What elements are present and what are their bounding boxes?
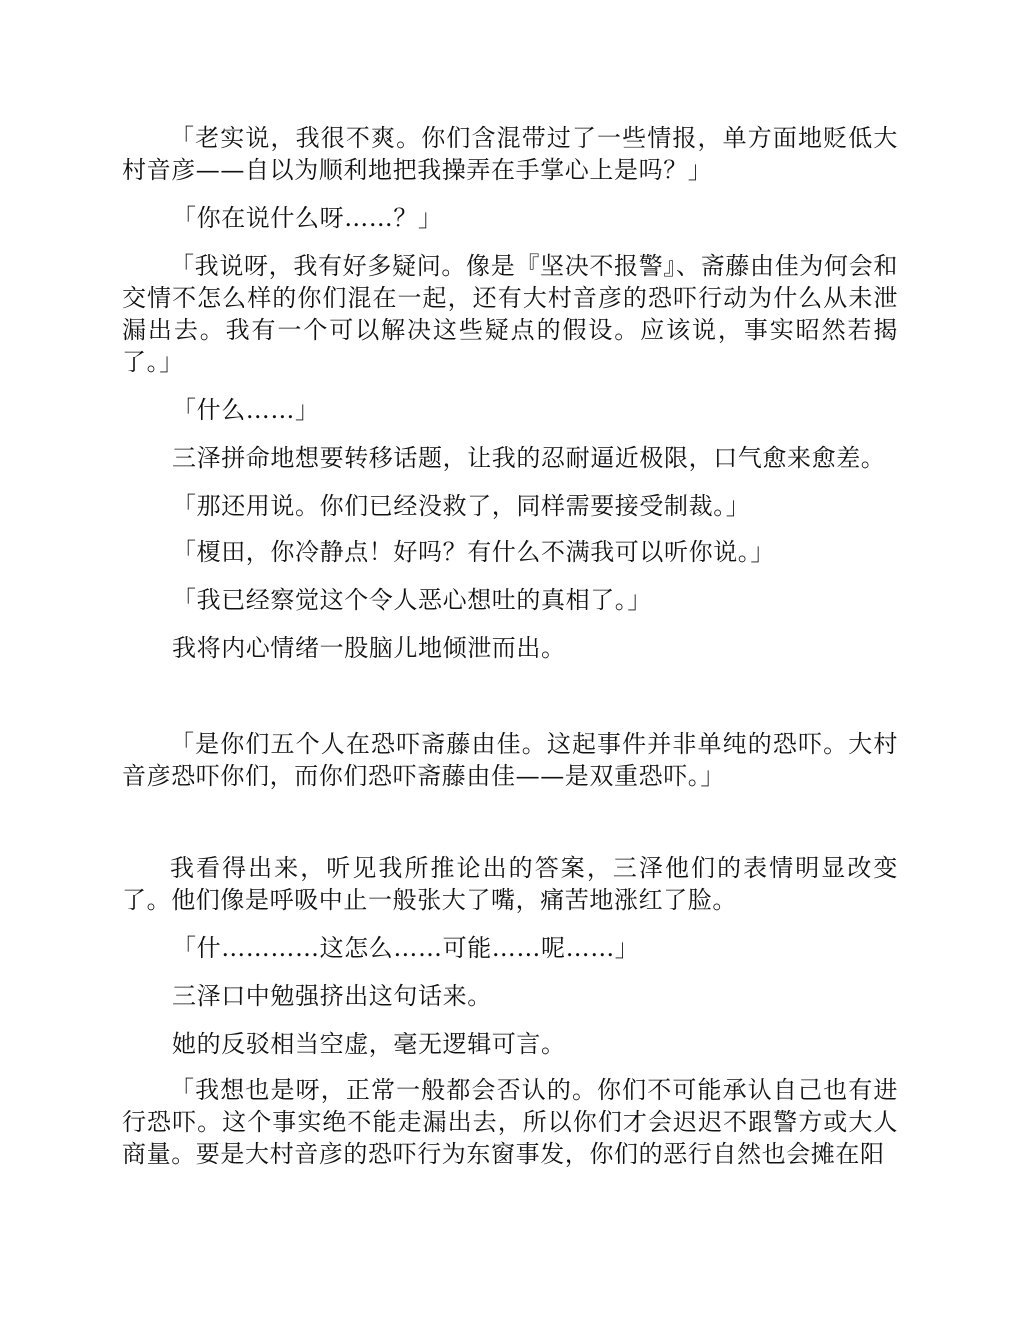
paragraph-8: 「我已经察觉这个令人恶心想吐的真相了。」	[172, 586, 652, 614]
paragraph-15: 「我想也是呀，正常一般都会否认的。你们不可能承认自己也有进行恐吓。这个事实绝不能走漏出去，所以你们才会迟迟不跟警方或大人商量。要是大村音彦的恐吓行为东窗事发，你们的恶行自然也会摊在阳	[122, 1076, 898, 1168]
paragraph-2: 「你在说什么呀……？」	[172, 204, 443, 232]
paragraph-7: 「榎田，你冷静点！好吗？有什么不满我可以听你说。」	[172, 538, 775, 566]
paragraph-3: 「我说呀，我有好多疑问。像是『坚决不报警』、斋藤由佳为何会和交情不怎么样的你们混在一起，还有大村音彦的恐吓行动为什么从未泄漏出去。我有一个可以解决这些疑点的假设。应该说，事实昭然若揭了。」	[122, 252, 898, 376]
paragraph-5: 三泽拼命地想要转移话题，让我的忍耐逼近极限，口气愈来愈差。	[172, 444, 886, 472]
paragraph-9: 我将内心情绪一股脑儿地倾泄而出。	[172, 634, 566, 662]
paragraph-4: 「什么……」	[172, 396, 320, 424]
paragraph-12: 「什…………这怎么……可能……呢……」	[172, 934, 640, 962]
paragraph-6: 「那还用说。你们已经没救了，同样需要接受制裁。」	[172, 492, 751, 520]
paragraph-14: 她的反驳相当空虚，毫无逻辑可言。	[172, 1030, 566, 1058]
paragraph-13: 三泽口中勉强挤出这句话来。	[172, 982, 492, 1010]
paragraph-10: 「是你们五个人在恐吓斋藤由佳。这起事件并非单纯的恐吓。大村音彦恐吓你们，而你们恐吓斋藤由佳——是双重恐吓。」	[122, 730, 898, 790]
paragraph-11: 我看得出来，听见我所推论出的答案，三泽他们的表情明显改变了。他们像是呼吸中止一般张大了嘴，痛苦地涨红了脸。	[122, 854, 898, 914]
paragraph-1: 「老实说，我很不爽。你们含混带过了一些情报，单方面地贬低大村音彦——自以为顺利地把我操弄在手掌心上是吗？」	[122, 124, 898, 184]
